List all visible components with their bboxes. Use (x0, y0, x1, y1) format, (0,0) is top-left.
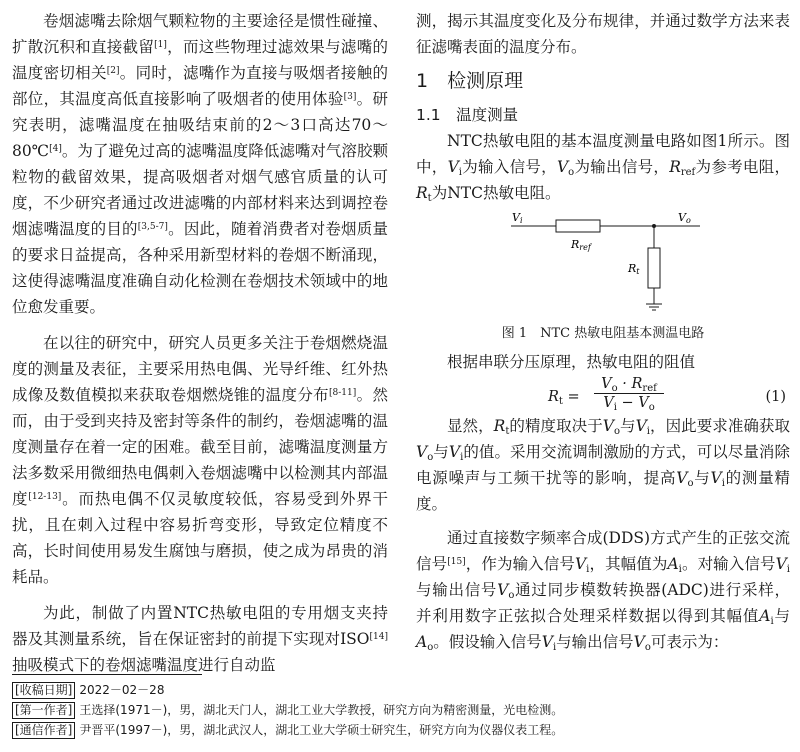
citation: [1] (154, 40, 167, 50)
paragraph-1: 卷烟滤嘴去除烟气颗粒物的主要途径是惯性碰撞、扩散沉积和直接截留[1]，而这些物理过滤效果与滤嘴的温度密切相关[2]。同时，滤嘴作为直接与吸烟者接触的部位，其温度高低直接影响了吸烟者的使用体验[3]。研究表明，滤嘴温度在抽吸结束前的2～3口高达70～80℃[4]。为了避免过高的滤嘴温度降低滤嘴对气溶胶颗粒物的截留效果，提高吸烟者对烟气感官质量的认可度，不少研究者通过改进滤嘴的内部材料来达到调控卷烟滤嘴温度的目的[3,5-7]。因此，随着消费者对卷烟质量的要求日益提高，各种采用新型材料的卷烟不断涌现，这使得滤嘴温度准确自动化检测在卷烟技术领域中的地位愈发重要。 (12, 12, 388, 316)
citation: [14] (369, 632, 388, 642)
citation: [8-11] (329, 388, 357, 398)
paragraph-6: 显然，$R_t$的精度取决于$V_o$与$V_i$，因此要求准确获取$V_o$与$V_i$的值。采用交流调制激励的方式，可以尽量消除电源噪声与工频干扰等的影响，提高$V_o$与$V_i$的测量精度。 (416, 417, 790, 513)
paragraph-continued: 测，揭示其温度变化及分布规律，并通过数学方法来表征滤嘴表面的温度分布。 (416, 12, 790, 56)
footnotes (12, 680, 563, 740)
label-rt: Rt (628, 262, 640, 276)
paragraph-4: NTC热敏电阻的基本温度测量电路如图1所示。图中，$V_i$为输入信号，$V_o$为输出信号，$R_{ref}$为参考电阻，$R_t$为NTC热敏电阻。 (416, 132, 790, 204)
label-rref: Rref (571, 238, 591, 252)
equation-number: (1) (765, 389, 786, 405)
citation: [15] (447, 557, 466, 567)
citation: [3] (343, 92, 357, 102)
right-column (416, 8, 790, 655)
paragraph-7: 通过直接数字频率合成(DDS)方式产生的正弦交流信号[15]，作为输入信号$V_i$，其幅值为$A_i$。对输入信号$V_i$与输出信号$V_o$通过同步模数转换器(ADC)进行采样，并利用数字正弦拟合处理采样数据以得到其幅值$A_i$与$A_o$。假设输入信号$V_i$与输出信号$V_o$可表示为： (416, 529, 790, 653)
footnote-received: [收稿日期] 2022－02－28 (12, 680, 563, 700)
footnote-corresponding-author: [通信作者] 尹晋平(1997－)，男，湖北武汉人，湖北工业大学硕士研究生，研究方向为仪器仪表工程。 (12, 720, 563, 740)
citation: [3,5-7] (137, 222, 168, 232)
figure-caption: 图 1 NTC 热敏电阻基本测温电路 (501, 326, 705, 341)
citation: [12-13] (28, 492, 62, 502)
ntc-thermistor (648, 248, 660, 288)
section-heading: 1 检测原理 (416, 70, 524, 92)
left-column (12, 8, 388, 678)
label-vo: Vo (678, 211, 691, 225)
paragraph-3: 为此，制做了内置NTC热敏电阻的专用烟支夹持器及其测量系统，旨在保证密封的前提下实现对ISO[14]抽吸模式下的卷烟滤嘴温度进行自动监 (12, 604, 388, 674)
reference-resistor (556, 220, 600, 232)
circuit-diagram (416, 208, 790, 323)
footnote-first-author: [第一作者] 王选择(1971－)，男，湖北天门人，湖北工业大学教授，研究方向为精密测量，光电检测。 (12, 700, 563, 720)
fraction: $V_o \cdot R_{ref}$ $V_i - V_o$ (594, 375, 664, 412)
subsection-heading: 1.1 温度测量 (416, 106, 519, 124)
paragraph-5: 根据串联分压原理，热敏电阻的阻值 (447, 353, 696, 371)
paragraph-2: 在以往的研究中，研究人员更多关注于卷烟燃烧温度的测量及表征，主要采用热电偶、光导纤维、红外热成像及数值模拟来获取卷烟燃烧锥的温度分布[8-11]。然而，由于受到夹持及密封等条件的制约，卷烟滤嘴的温度测量存在着一定的困难。截至目前，滤嘴温度测量方法多数采用微细热电偶刺入卷烟滤嘴中以检测其内部温度[12-13]。而热电偶不仅灵敏度较低，容易受到外界干扰，且在刺入过程中容易折弯变形，导致定位精度不高，长时间使用易发生腐蚀与磨损，使之成为昂贵的消耗品。 (12, 334, 388, 586)
label-vi: Vi (512, 211, 523, 225)
footnote-rule (12, 674, 202, 675)
citation: [4] (49, 144, 62, 154)
citation: [2] (106, 66, 120, 76)
equation-1: $R_t$ = $V_o \cdot R_{ref}$ $V_i - V_o$ (1) (548, 376, 786, 413)
circuit-figure (416, 208, 790, 323)
